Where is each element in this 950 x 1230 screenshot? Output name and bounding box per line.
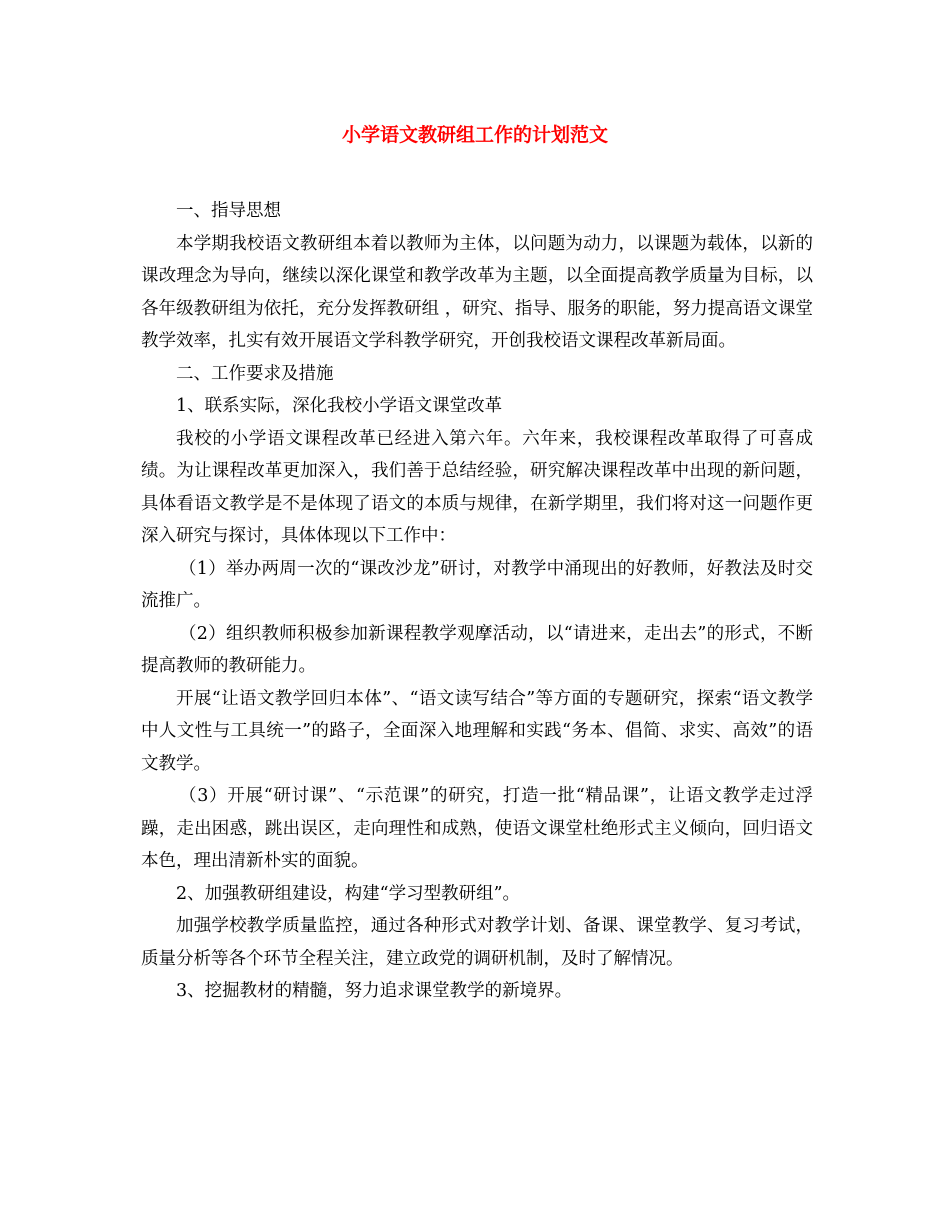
subheading-textbook-essence: 3、挖掘教材的精髓，努力追求课堂教学的新境界。 bbox=[176, 981, 573, 1001]
paragraph-quality-monitoring: 加强学校教学质量监控，通过各种形式对教学计划、备课、课堂教学、复习考试，质量分析等各个环节全程关注，建立政党的调研机制，及时了解情况。 bbox=[141, 916, 813, 969]
heading-work-requirements: 二、工作要求及措施 bbox=[176, 363, 334, 384]
list-item-3: （3）开展“研讨课”、“示范课”的研究，打造一批“精品课”，让语文教学走过浮躁，走出困惑，跳出误区，走向理性和成熟，使语文课堂杜绝形式主义倾向，回归语文本色，理出清新朴实的面貌。 bbox=[141, 786, 813, 871]
subheading-classroom-reform: 1、联系实际，深化我校小学语文课堂改革 bbox=[176, 396, 503, 416]
list-item-2: （2）组织教师积极参加新课程教学观摩活动，以“请进来，走出去”的形式，不断提高教师的教研能力。 bbox=[141, 623, 813, 676]
paragraph-guiding-ideology: 本学期我校语文教研组本着以教师为主体，以问题为动力，以课题为载体，以新的课改理念为导向，继续以深化课堂和教学改革为主题，以全面提高教学质量为目标，以各年级教研组为依托，充分发挥教研组 ，研究、指导、服务的职能，努力提高语文课堂教学效率，扎实有效开展语文学科教学研究，开创我校语文课程改革新局面。 bbox=[141, 233, 813, 351]
paragraph-classroom-reform: 我校的小学语文课程改革已经进入第六年。六年来，我校课程改革取得了可喜成绩。为让课程改革更加深入，我们善于总结经验，研究解决课程改革中出现的新问题，具体看语文教学是不是体现了语文的本质与规律，在新学期里，我们将对这一问题作更深入研究与探讨，具体体现以下工作中： bbox=[141, 428, 813, 546]
list-item-1: （1）举办两周一次的“课改沙龙”研讨，对教学中涌现出的好教师，好教法及时交流推广。 bbox=[141, 558, 813, 611]
document-title: 小学语文教研组工作的计划范文 bbox=[341, 124, 608, 146]
subheading-group-building: 2、加强教研组建设，构建“学习型教研组”。 bbox=[176, 883, 521, 904]
heading-guiding-ideology: 一、指导思想 bbox=[176, 201, 281, 221]
paragraph-special-research: 开展“让语文教学回归本体”、“语文读写结合”等方面的专题研究，探索“语文教学中人文性与工具统一”的路子，全面深入地理解和实践“务本、倡简、求实、高效”的语文教学。 bbox=[141, 688, 813, 774]
document-body bbox=[141, 195, 813, 1008]
